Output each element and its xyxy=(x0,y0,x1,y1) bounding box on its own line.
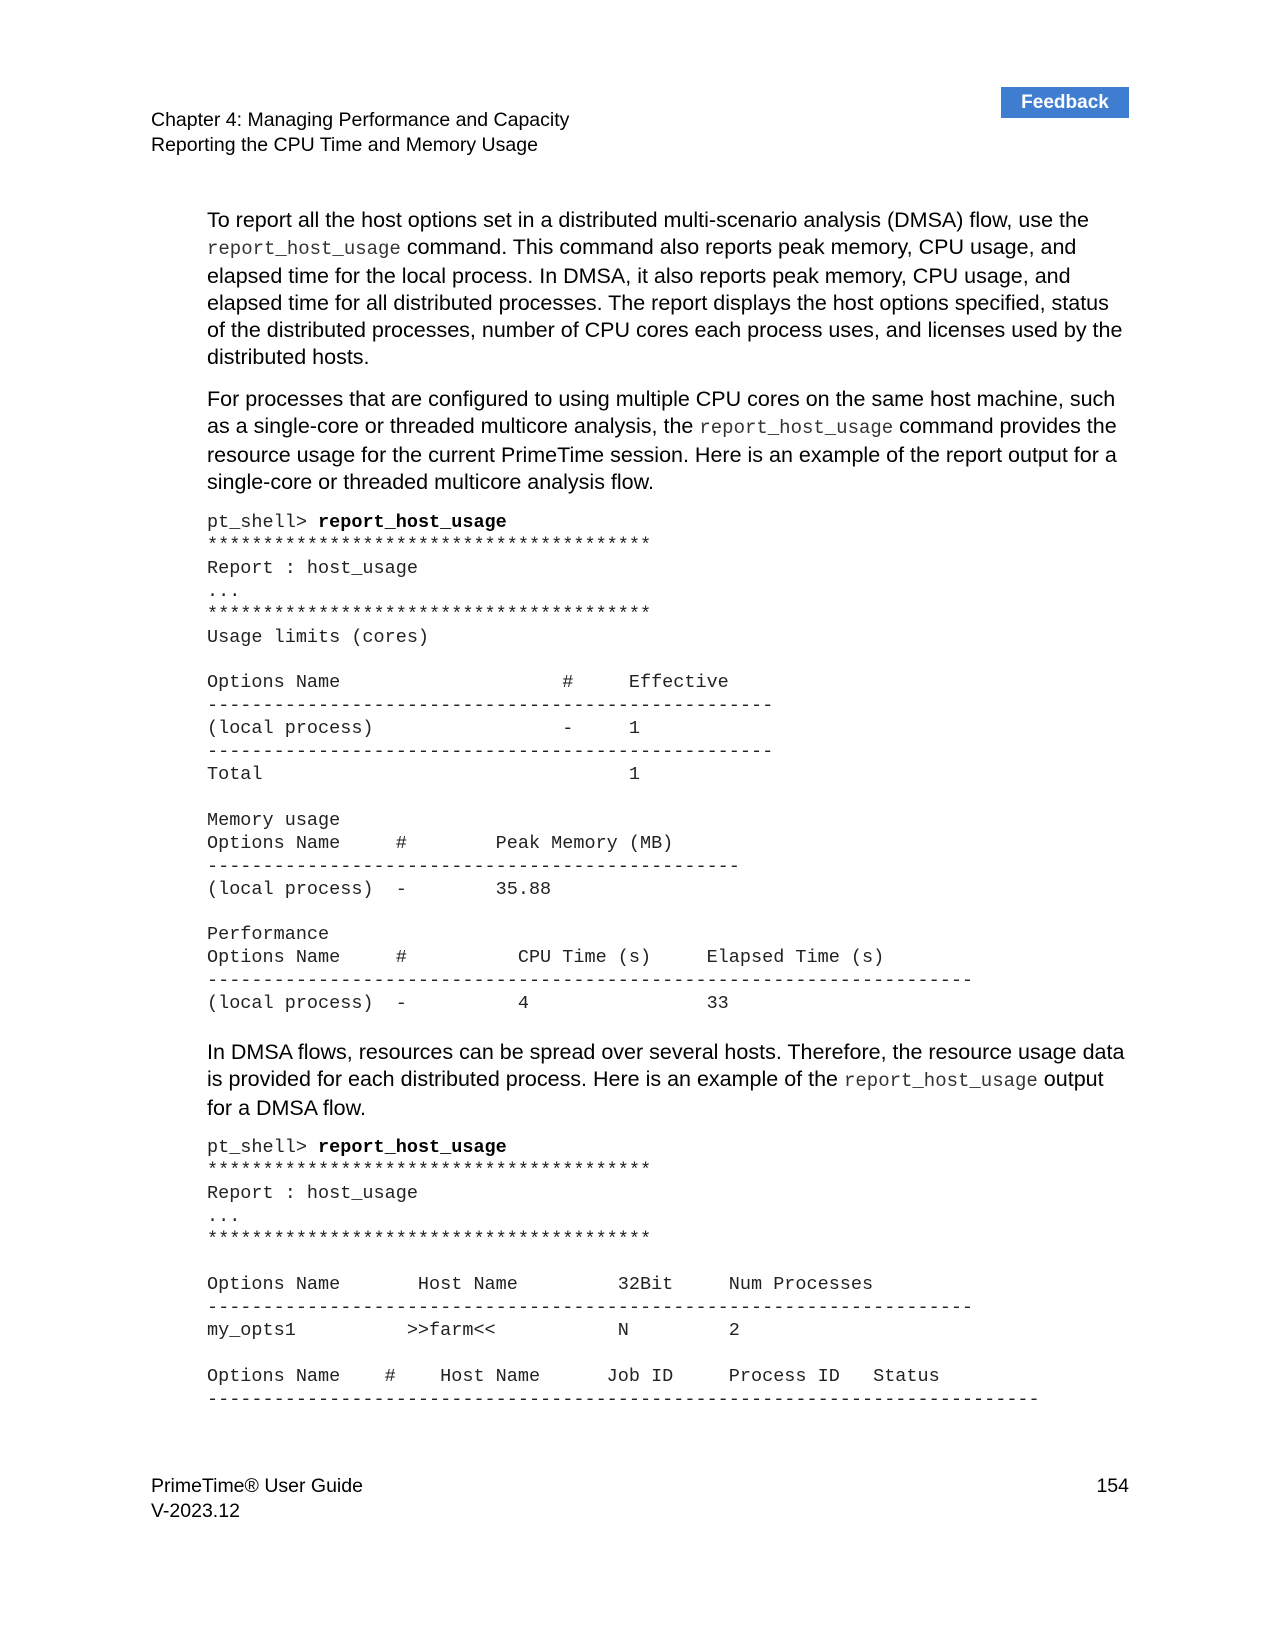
command-inline: report_host_usage xyxy=(699,417,894,439)
shell-prompt: pt_shell> xyxy=(207,512,319,533)
command-inline: report_host_usage xyxy=(207,238,401,260)
para1-text-b: command. This command also reports peak memory, CPU usage, and elapsed time for the local process. In DMSA, it also reports peak memory, CPU usage, and elapsed time for all distributed processes. The report displays the host options specified, status of the distributed processes, number of CPU cores each process uses, and licenses used by the distributed hosts. xyxy=(207,235,1123,369)
para2-text-b: command provides the resource usage for the current PrimeTime session. Here is an example of the report output for a single-core or threaded multicore analysis flow. xyxy=(207,414,1117,494)
shell-command: report_host_usage xyxy=(318,512,507,533)
para1-text-a: To report all the host options set in a distributed multi-scenario analysis (DMSA) flow, use the xyxy=(207,208,1089,232)
command-inline: report_host_usage xyxy=(843,1070,1038,1092)
page-number: 154 xyxy=(1096,1475,1129,1497)
para2-text-a: For processes that are configured to using multiple CPU cores on the same host machine, such as a single-core or threaded multicore analysis, the xyxy=(207,387,1116,438)
report-output: **************************************** Report : host_usage ... **************************************** Usage limits (cores) Options Name # Effective --------------------------------------------------- (local process) - 1 --------------------------------------------------- Total 1 Memory usage Options Name # Peak Memory (MB) ------------------------------------------------ (local process) - 35.88 Performance Options Name # CPU Time (s) Elapsed Time (s) --------------------------------------------------------------------- (local process) - 4 33 xyxy=(207,534,974,1015)
feedback-button[interactable]: Feedback xyxy=(1001,87,1129,118)
code-example-dmsa xyxy=(207,1137,1040,1412)
para3-text-a: In DMSA flows, resources can be spread over several hosts. Therefore, the resource usage data is provided for each distributed process. Here is an example of the xyxy=(207,1040,1125,1091)
multicore-paragraph xyxy=(207,386,1127,496)
dmsa-paragraph xyxy=(207,1039,1127,1122)
report-output: **************************************** Report : host_usage ... **************************************** Options Name Host Name 32Bit Num Processes --------------------------------------------------------------------- my_opts1 >>farm<< N 2 Options Name # Host Name Job ID Process ID Status --------------------------------------------------------------------------- xyxy=(207,1159,1040,1410)
para3-text-b: output for a DMSA flow. xyxy=(207,1067,1104,1120)
chapter-title: Chapter 4: Managing Performance and Capacity xyxy=(151,109,570,131)
shell-prompt: pt_shell> xyxy=(207,1137,319,1158)
section-title: Reporting the CPU Time and Memory Usage xyxy=(151,134,538,156)
footer-version: V-2023.12 xyxy=(151,1500,240,1522)
footer-guide-title: PrimeTime® User Guide xyxy=(151,1475,363,1497)
intro-paragraph xyxy=(207,207,1127,371)
shell-command: report_host_usage xyxy=(318,1137,507,1158)
code-example-single-core xyxy=(207,512,973,1016)
